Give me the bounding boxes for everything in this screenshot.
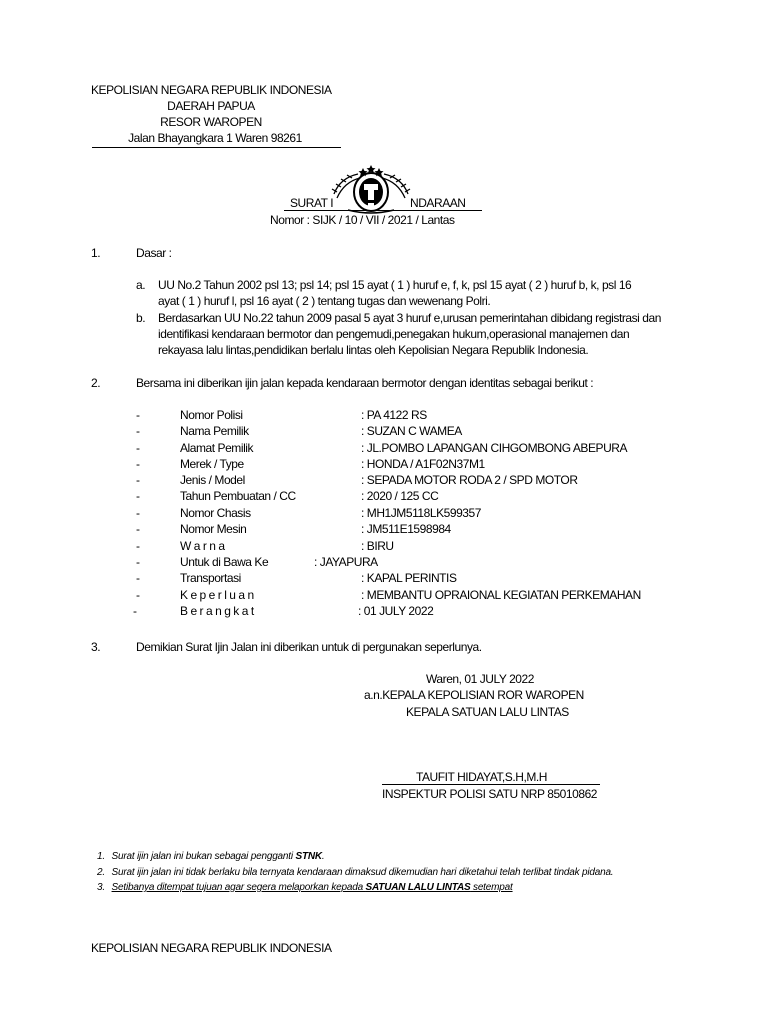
field-label: Tahun Pembuatan / CC — [180, 489, 296, 503]
section-1-number: 1. — [91, 246, 101, 260]
signatory-name: TAUFIT HIDAYAT,S.H,M.H — [416, 770, 547, 784]
note-text: Surat ijin jalan ini tidak berlaku bila ternyata kendaraan dimaksud dikemudian hari diketahui telah terlibat tindak pidana. — [111, 867, 614, 878]
field-label: Transportasi — [180, 571, 241, 585]
header-line-3: RESOR WAROPEN — [160, 115, 262, 129]
header-line-1: KEPOLISIAN NEGARA REPUBLIK INDONESIA — [91, 83, 332, 97]
title-underline — [284, 210, 482, 211]
section-3-number: 3. — [91, 640, 101, 654]
section-2-text: Bersama ini diberikan ijin jalan kepada kendaraan bermotor dengan identitas sebagai berikut : — [136, 376, 594, 390]
field-label: Nomor Chasis — [180, 506, 251, 520]
field-dash: - — [136, 571, 140, 585]
footer-line-1: KEPOLISIAN NEGARA REPUBLIK INDONESIA — [91, 941, 332, 955]
item-b-line-3: rekayasa lalu lintas,pendidikan berlalu lintas oleh Kepolisian Negara Republik Indonesia. — [158, 343, 589, 357]
item-b-line-1: Berdasarkan UU No.22 tahun 2009 pasal 5 ayat 3 huruf e,urusan pemerintahan dibidang registrasi dan — [158, 311, 661, 325]
field-dash: - — [136, 489, 140, 503]
field-dash: - — [136, 555, 140, 569]
note-text — [112, 882, 513, 893]
field-dash: - — [136, 522, 140, 536]
header-divider — [92, 147, 341, 148]
field-value: : SEPADA MOTOR RODA 2 / SPD MOTOR — [361, 473, 578, 487]
field-label: Nomor Polisi — [180, 408, 243, 422]
police-emblem-icon — [328, 164, 414, 214]
field-value: : MEMBANTU OPRAIONAL KEGIATAN PERKEMAHAN — [361, 588, 641, 602]
field-value: : JL.POMBO LAPANGAN CIHGOMBONG ABEPURA — [361, 441, 628, 455]
document-number: Nomor : SIJK / 10 / VII / 2021 / Lantas — [270, 213, 455, 227]
field-dash: - — [136, 441, 140, 455]
signatory-rank: INSPEKTUR POLISI SATU NRP 85010862 — [382, 787, 598, 801]
signature-line-1: a.n.KEPALA KEPOLISIAN ROR WAROPEN — [364, 688, 584, 702]
title-left: SURAT I — [290, 196, 334, 210]
note-suffix: . — [321, 851, 325, 862]
item-a-letter: a. — [136, 278, 146, 292]
title-right: NDARAAN — [410, 196, 466, 210]
field-label: Untuk di Bawa Ke — [180, 555, 269, 569]
note-suffix: setempat — [470, 882, 513, 893]
item-b-letter: b. — [136, 311, 146, 325]
field-dash: - — [136, 588, 140, 602]
field-value: : HONDA / A1F02N37M1 — [361, 457, 485, 471]
header-line-2: DAERAH PAPUA — [167, 99, 255, 113]
note-number: 3. — [97, 882, 105, 893]
section-2-number: 2. — [91, 376, 101, 390]
field-value: : SUZAN C WAMEA — [361, 424, 462, 438]
note-2 — [97, 867, 613, 879]
field-dash: - — [136, 506, 140, 520]
field-label: Jenis / Model — [180, 473, 245, 487]
note-bold: SATUAN LALU LINTAS — [365, 882, 471, 893]
signature-line-2: KEPALA SATUAN LALU LINTAS — [406, 705, 569, 719]
field-label: Merek / Type — [180, 457, 244, 471]
field-dash: - — [133, 604, 137, 618]
signature-place-date: Waren, 01 JULY 2022 — [426, 672, 534, 686]
note-3 — [97, 882, 513, 894]
header-address: Jalan Bhayangkara 1 Waren 98261 — [128, 131, 302, 145]
field-value: : 01 JULY 2022 — [358, 604, 434, 618]
note-1 — [97, 851, 324, 863]
item-a-line-2: ayat ( 1 ) huruf l, psl 16 ayat ( 2 ) tentang tugas dan wewenang Polri. — [158, 294, 491, 308]
field-label: W a r n a — [180, 539, 225, 553]
field-label: Nama Pemilik — [180, 424, 249, 438]
field-dash: - — [136, 539, 140, 553]
note-number: 1. — [97, 851, 105, 862]
section-1-label: Dasar : — [136, 246, 172, 260]
item-b-line-2: identifikasi kendaraan bermotor dan pengemudi,penegakan hukum,operasional manajemen dan — [158, 327, 630, 341]
section-3-text: Demikian Surat Ijin Jalan ini diberikan untuk di pergunakan seperlunya. — [136, 640, 482, 654]
field-value: : PA 4122 RS — [361, 408, 427, 422]
field-label: Alamat Pemilik — [180, 441, 254, 455]
note-text-part: Setibanya ditempat tujuan agar segera melaporkan kepada — [111, 882, 366, 893]
field-label: K e p e r l u a n — [180, 588, 254, 602]
field-dash: - — [136, 473, 140, 487]
note-text: Surat ijin jalan ini bukan sebagai pengganti — [111, 851, 296, 862]
field-dash: - — [136, 457, 140, 471]
note-bold: STNK — [295, 851, 322, 862]
field-value: : JAYAPURA — [314, 555, 378, 569]
field-dash: - — [136, 408, 140, 422]
field-dash: - — [136, 424, 140, 438]
field-value: : JM511E1598984 — [361, 522, 451, 536]
field-value: : KAPAL PERINTIS — [361, 571, 457, 585]
field-value: : 2020 / 125 CC — [361, 489, 439, 503]
signature-underline — [382, 784, 600, 785]
field-label: Nomor Mesin — [180, 522, 247, 536]
field-value: : MH1JM5118LK599357 — [361, 506, 481, 520]
field-label: B e r a n g k a t — [180, 604, 254, 618]
note-number: 2. — [97, 867, 105, 878]
item-a-line-1: UU No.2 Tahun 2002 psl 13; psl 14; psl 15 ayat ( 1 ) huruf e, f, k, psl 15 ayat ( 2 ) huruf b, k, psl 16 — [158, 278, 632, 292]
field-value: : BIRU — [361, 539, 394, 553]
